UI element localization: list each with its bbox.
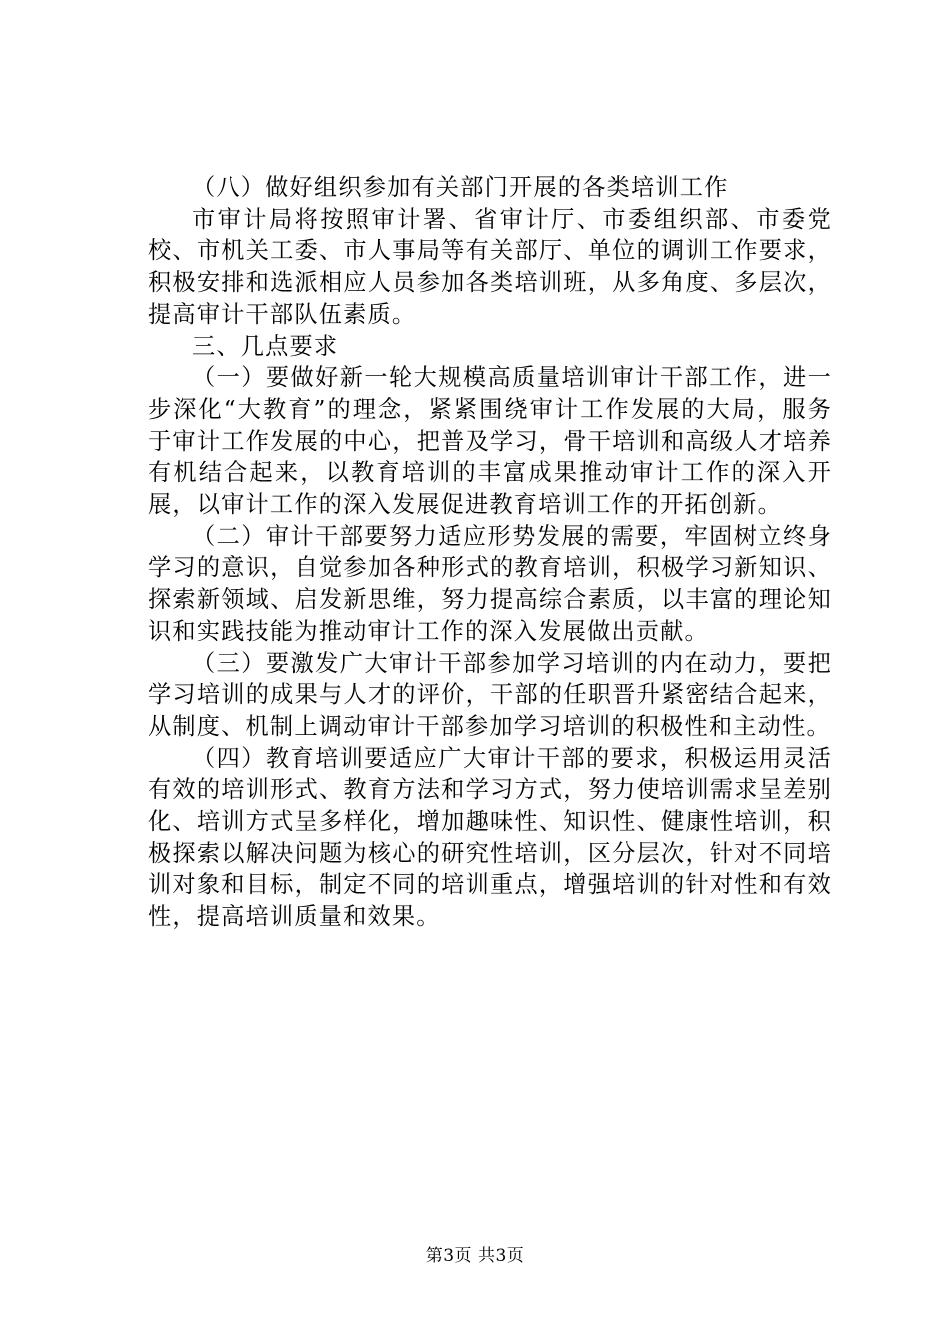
requirement-paragraph: （三）要激发广大审计干部参加学习培训的内在动力，要把学习培训的成果与人才的评价，干部的任职晋升紧密结合起来，从制度、机制上调动审计干部参加学习培训的积极性和主动性。: [148, 649, 832, 740]
page-indicator: 第3页 共3页: [425, 1246, 525, 1266]
requirement-paragraph: （一）要做好新一轮大规模高质量培训审计干部工作，进一步深化“大教育”的理念，紧紧围绕审计工作发展的大局，服务于审计工作发展的中心，把普及学习，骨干培训和高级人才培养有机结合起来，以教育培训的丰富成果推动审计工作的深入开展，以审计工作的深入发展促进教育培训工作的开拓创新。: [148, 364, 832, 519]
page-footer: [0, 1244, 950, 1268]
requirement-paragraph: （四）教育培训要适应广大审计干部的要求，积极运用灵活有效的培训形式、教育方法和学习方式，努力使培训需求呈差别化、培训方式呈多样化，增加趣味性、知识性、健康性培训，积极探索以解决问题为核心的研究性培训，区分层次，针对不同培训对象和目标，制定不同的培训重点，增强培训的针对性和有效性，提高培训质量和效果。: [148, 744, 832, 931]
document-body: [148, 172, 832, 933]
section-eight-heading: （八）做好组织参加有关部门开展的各类培训工作: [192, 174, 729, 201]
part-three-heading: 三、几点要求: [192, 332, 339, 360]
section-eight-paragraph: 市审计局将按照审计署、省审计厅、市委组织部、市委党校、市机关工委、市人事局等有关部厅、单位的调训工作要求，积极安排和选派相应人员参加各类培训班，从多角度、多层次，提高审计干部队伍素质。: [148, 205, 832, 328]
requirement-paragraph: （二）审计干部要努力适应形势发展的需要，牢固树立终身学习的意识，自觉参加各种形式的教育培训，积极学习新知识、探索新领域、启发新思维，努力提高综合素质，以丰富的理论知识和实践技能为推动审计工作的深入发展做出贡献。: [148, 522, 832, 645]
